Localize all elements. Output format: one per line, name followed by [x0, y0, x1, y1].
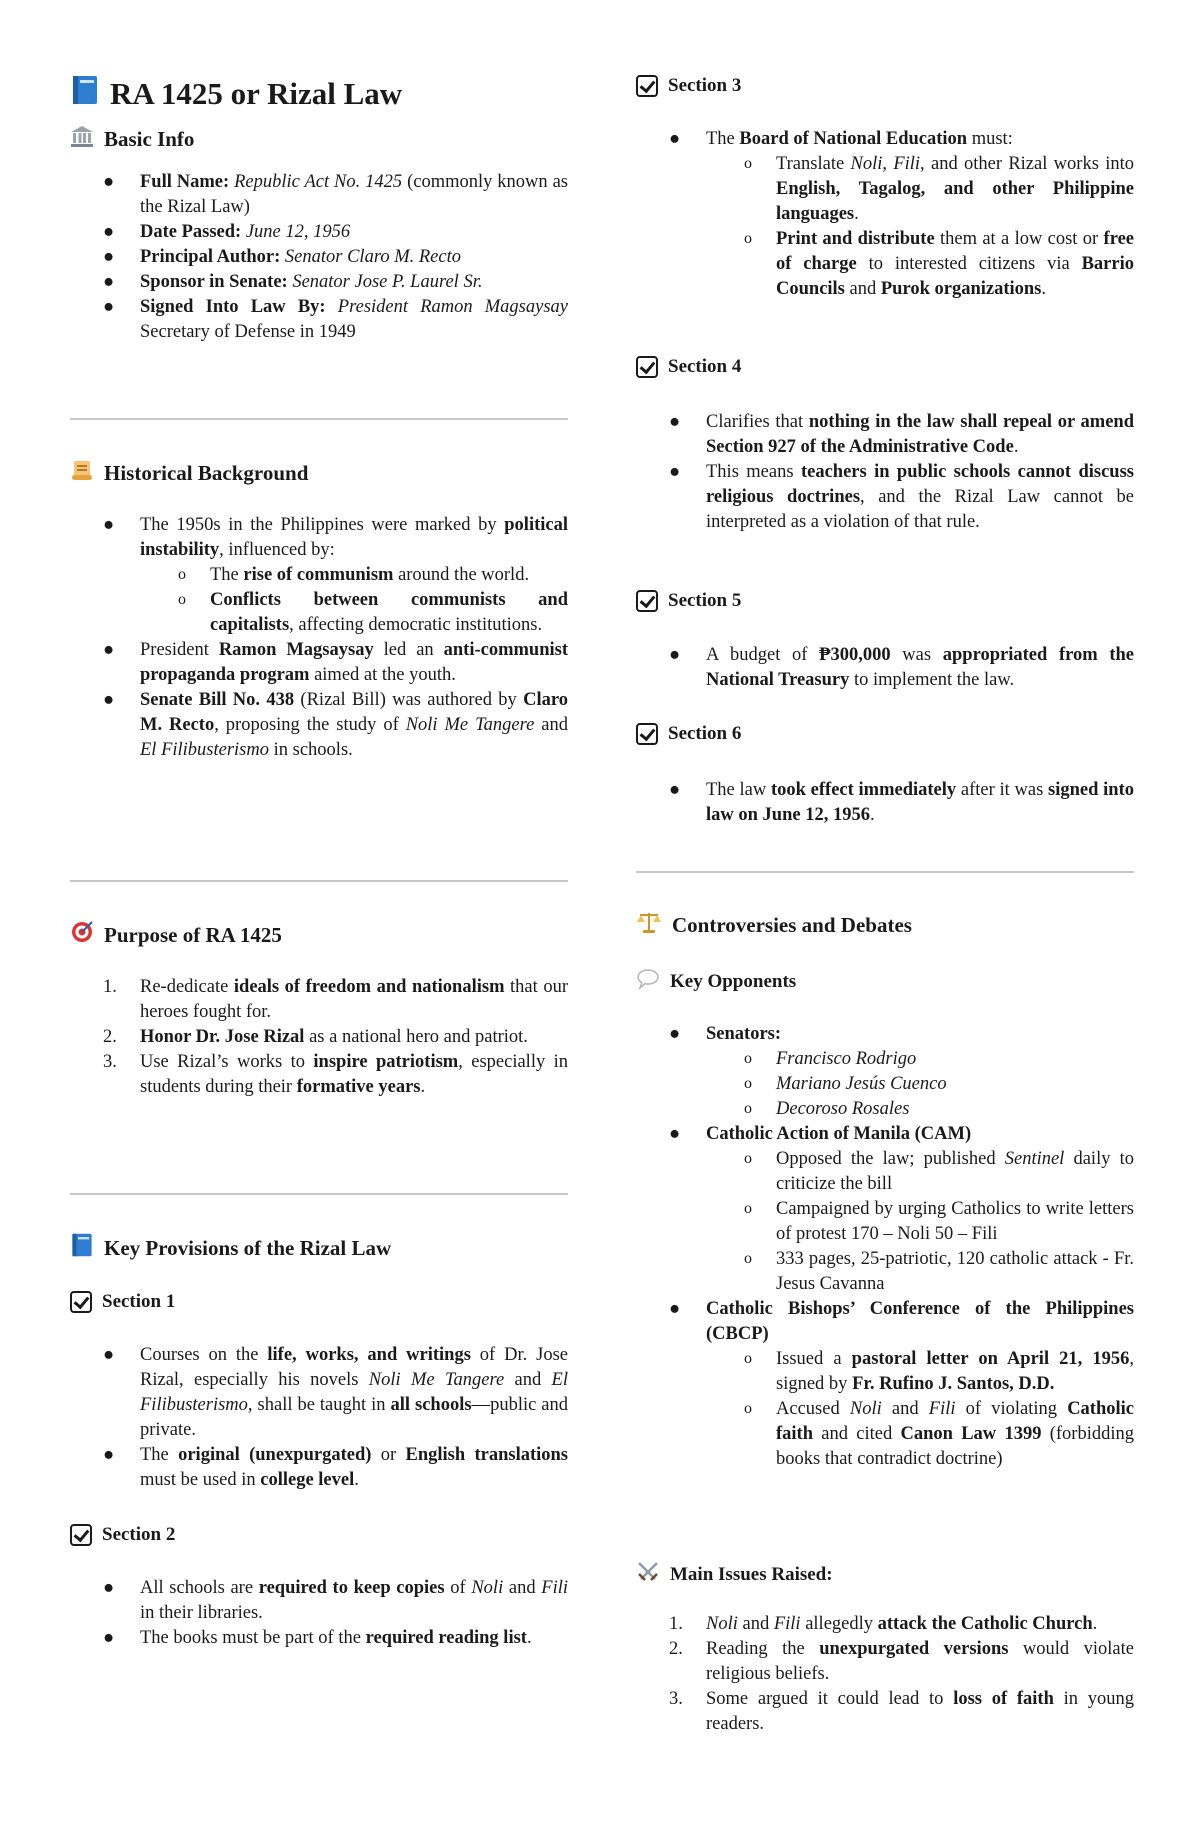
section-1-list — [70, 1343, 568, 1493]
sub-list-item: o 333 pages, 25-patriotic, 120 catholic attack - Fr. Jesus Cavanna — [744, 1249, 1134, 1294]
sub-list-item: o The rise of communism around the world. — [178, 565, 530, 585]
section-6-heading: Section 6 — [636, 723, 1134, 745]
section-3-heading: Section 3 — [636, 75, 1134, 97]
section-divider — [70, 880, 568, 882]
list-item: ● A budget of ₱300,000 was appropriated from the National Treasury to implement the law. — [669, 645, 1135, 690]
list-item: ● The original (unexpurgated) or English translations must be used in college level. — [103, 1445, 568, 1490]
basic-info-item: ● Sponsor in Senate: Senator Jose P. Laurel Sr. — [103, 272, 483, 292]
section-4-list — [636, 410, 1134, 535]
numbered-item: 2. Honor Dr. Jose Rizal as a national hero and patriot. — [103, 1027, 528, 1047]
basic-info-item: ● Date Passed: June 12, 1956 — [103, 222, 351, 242]
purpose-list — [70, 975, 568, 1100]
check-box-icon — [636, 723, 658, 745]
section-5-list — [636, 643, 1134, 693]
speech-balloon-icon — [636, 968, 660, 996]
blue-book-icon — [70, 74, 100, 114]
historical-background-list — [70, 513, 568, 763]
purpose-heading: Purpose of RA 1425 — [70, 920, 568, 950]
historical-background-heading: Historical Background — [70, 458, 568, 488]
blue-book-icon — [70, 1232, 94, 1264]
crossed-swords-icon — [636, 1560, 660, 1590]
numbered-item: 3. Use Rizal’s works to inspire patriotism, especially in students during their formative years. — [103, 1052, 569, 1097]
check-box-icon — [636, 356, 658, 378]
section-5-heading: Section 5 — [636, 590, 1134, 612]
sub-list-item: o Opposed the law; published Sentinel daily to criticize the bill — [744, 1149, 1134, 1194]
list-item: ● The law took effect immediately after it was signed into law on June 12, 1956. — [669, 780, 1135, 825]
basic-info-item: ● Signed Into Law By: President Ramon Magsaysay Secretary of Defense in 1949 — [103, 297, 569, 342]
section-2-heading: Section 2 — [70, 1524, 568, 1546]
list-item: ● Catholic Bishops’ Conference of the Philippines (CBCP) o Issued a pastoral letter on April 21, 1956, signed by Fr. Rufino J. Santos, D.D. o Accused Noli and Fili of violating Catholic faith and cited Canon Law 1399 (forbidding books that contradict doctrine) — [636, 1297, 1134, 1472]
section-3-list — [636, 127, 1134, 302]
sub-list-item: o Decoroso Rosales — [744, 1099, 910, 1119]
check-box-icon — [70, 1291, 92, 1313]
numbered-item: 2. Reading the unexpurgated versions would violate religious beliefs. — [669, 1639, 1134, 1684]
sub-list-item: o Mariano Jesús Cuenco — [744, 1074, 947, 1094]
section-2-list — [70, 1576, 568, 1651]
section-divider — [70, 1193, 568, 1195]
list-item: ● The Board of National Education must: o Translate Noli, Fili, and other Rizal works into English, Tagalog, and other Philippine languages. o Print and distribute them at a low cost or free of charge to interested citizens via Barrio Councils and Purok organizations. — [636, 127, 1134, 302]
classical-building-icon — [70, 124, 94, 154]
direct-hit-icon — [70, 920, 94, 950]
list-item: ● Senators: o Francisco Rodrigo o Mariano Jesús Cuenco o Decoroso Rosales — [636, 1022, 1134, 1122]
list-item: ● Catholic Action of Manila (CAM) o Opposed the law; published Sentinel daily to criticize the bill o Campaigned by urging Catholics to write letters of protest 170 – Noli 50 – Fili o 333 pages, 25-patriotic, 120 catholic attack - Fr. Jesus Cavanna — [636, 1122, 1134, 1297]
list-item: ● Courses on the life, works, and writings of Dr. Jose Rizal, especially his novels Noli Me Tangere and El Filibusterismo, shall be taught in all schools—public and private. — [103, 1345, 568, 1440]
controversies-heading: Controversies and Debates — [636, 910, 1134, 940]
page-title: RA 1425 or Rizal Law — [70, 74, 568, 114]
numbered-item: 1. Noli and Fili allegedly attack the Catholic Church. — [669, 1614, 1098, 1634]
key-provisions-heading: Key Provisions of the Rizal Law — [70, 1232, 568, 1264]
sub-list-item: o Translate Noli, Fili, and other Rizal works into English, Tagalog, and other Philippine languages. — [744, 154, 1134, 224]
sub-list-item: o Print and distribute them at a low cost or free of charge to interested citizens via Barrio Councils and Purok organizations. — [744, 229, 1134, 299]
list-item: ● Senate Bill No. 438 (Rizal Bill) was authored by Claro M. Recto, proposing the study of Noli Me Tangere and El Filibusterismo in schools. — [103, 690, 569, 760]
list-item: ● This means teachers in public schools cannot discuss religious doctrines, and the Rizal Law cannot be interpreted as a violation of that rule. — [669, 462, 1134, 532]
sub-list-item: o Issued a pastoral letter on April 21, 1956, signed by Fr. Rufino J. Santos, D.D. — [744, 1349, 1134, 1394]
list-item: ● All schools are required to keep copies of Noli and Fili in their libraries. — [103, 1578, 568, 1623]
list-item: ● The books must be part of the required reading list. — [103, 1628, 532, 1648]
basic-info-item: ● Principal Author: Senator Claro M. Recto — [103, 247, 461, 267]
section-4-heading: Section 4 — [636, 356, 1134, 378]
basic-info-list — [70, 170, 568, 345]
check-box-icon — [70, 1524, 92, 1546]
key-opponents-heading: Key Opponents — [636, 968, 1134, 996]
basic-info-heading: Basic Info — [70, 124, 568, 154]
key-opponents-list — [636, 1022, 1134, 1472]
check-box-icon — [636, 590, 658, 612]
balance-scale-icon — [636, 910, 662, 940]
sub-list-item: o Campaigned by urging Catholics to write letters of protest 170 – Noli 50 – Fili — [744, 1199, 1134, 1244]
basic-info-item: ● Full Name: Republic Act No. 1425 (commonly known as the Rizal Law) — [103, 172, 568, 217]
sub-list-item: o Accused Noli and Fili of violating Catholic faith and cited Canon Law 1399 (forbidding books that contradict doctrine) — [744, 1399, 1134, 1469]
sub-list-item: o Francisco Rodrigo — [744, 1049, 917, 1069]
numbered-item: 3. Some argued it could lead to loss of faith in young readers. — [669, 1689, 1134, 1734]
scroll-icon — [70, 458, 94, 488]
main-issues-heading: Main Issues Raised: — [636, 1560, 1134, 1590]
list-item: ● Clarifies that nothing in the law shall repeal or amend Section 927 of the Administrative Code. — [669, 412, 1134, 457]
list-item: ● President Ramon Magsaysay led an anti-communist propaganda program aimed at the youth. — [103, 640, 569, 685]
main-issues-list — [636, 1612, 1134, 1737]
check-box-icon — [636, 75, 658, 97]
sub-list-item: o Conflicts between communists and capitalists, affecting democratic institutions. — [178, 590, 568, 635]
section-divider — [70, 418, 568, 420]
section-divider — [636, 871, 1134, 873]
section-6-list — [636, 778, 1134, 828]
section-1-heading: Section 1 — [70, 1291, 568, 1313]
list-item: ● The 1950s in the Philippines were marked by political instability, influenced by: o The rise of communism around the world. o Conflicts between communists and capitalists, affecting democratic institutions. — [70, 513, 568, 638]
numbered-item: 1. Re-dedicate ideals of freedom and nationalism that our heroes fought for. — [103, 977, 568, 1022]
